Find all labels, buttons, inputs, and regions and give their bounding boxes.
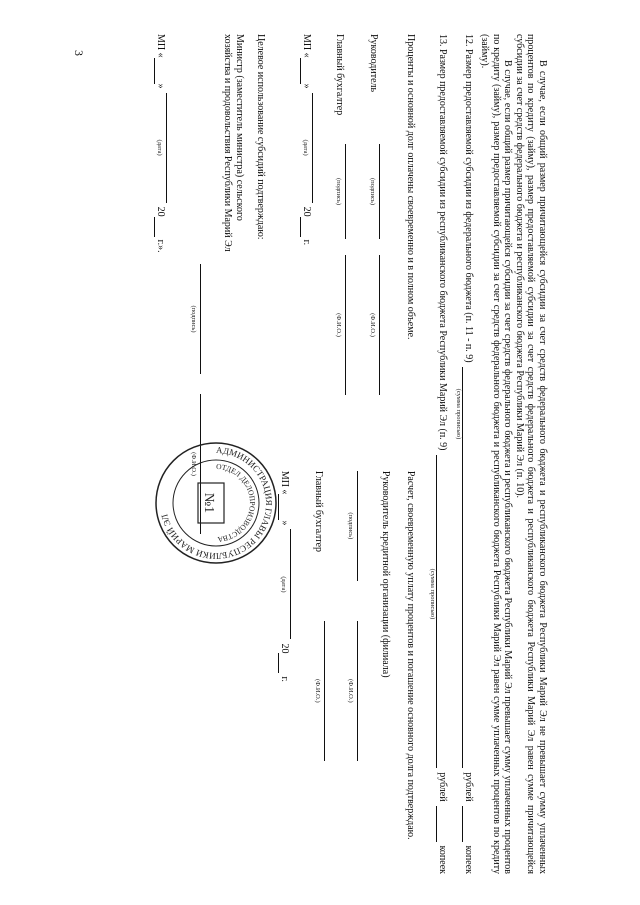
minister-fio: (Ф.И.О.) xyxy=(188,394,212,534)
borrower-quote-close: » xyxy=(300,83,312,89)
item-12-row xyxy=(462,34,474,874)
bank-date-row xyxy=(278,471,302,874)
item-13-label: 13. Размер предоставляемой субсидии из республиканского бюджета Республики Марий Эл (п. 9) xyxy=(437,34,449,451)
borrower-head-row xyxy=(367,34,391,437)
stamp-number: №1 xyxy=(201,492,216,514)
item-13-kopecks-line xyxy=(436,806,448,842)
bank-date-month: (дата) xyxy=(278,529,302,639)
bank-day-line xyxy=(278,494,290,520)
item-12-rubles: рублей xyxy=(463,772,475,802)
borrower-head-fio: (Ф.И.О.) xyxy=(367,255,391,395)
item-12-kopecks-line xyxy=(462,806,474,842)
bank-confirmation: Расчет, своевременную уплату процентов и погашение основного долга подтверждаю. xyxy=(405,470,417,840)
stamp-inner-text: ОТДЕЛ ДЕЛОПРОИЗВОДСТВА xyxy=(215,461,258,545)
official-stamp xyxy=(152,439,280,567)
paragraph-subsidy-exceeding: В случае, если общий размер причитающейся субсидии за счет средств федерального бюджета и республиканского бюджета Республики Марий Эл превышает сумму уплаченных процентов по кредиту (займу), размер предоставляемой субсидии за счет средств федерального бюджета и республиканского бюджета Республики Марий Эл равен сумме уплаченных процентов по кредиту (займу). xyxy=(479,34,514,874)
minister-date-month: (дата) xyxy=(155,93,179,203)
item-12-kopecks: копеек xyxy=(463,845,475,874)
minister-title: Министр (заместитель министра) сельского хозяйства и продовольствия Республики Марий Эл xyxy=(222,34,245,252)
confirmation-columns xyxy=(278,34,416,874)
svg-text:ОТДЕЛ ДЕЛОПРОИЗВОДСТВА xyxy=(216,462,257,544)
minister-mp-label: МП « xyxy=(155,34,167,58)
item-12-sum-caption: (сумма прописью) xyxy=(455,388,463,440)
minister-quote-close: » xyxy=(155,83,167,89)
borrower-accountant-label: Главный бухгалтер xyxy=(334,34,346,116)
bank-head-fio: (Ф.И.О.) xyxy=(346,621,370,761)
bank-year-suffix: г. xyxy=(279,676,291,682)
borrower-year-line xyxy=(300,217,312,237)
paragraph-subsidy-not-exceeding: В случае, если общий размер причитающейся субсидии за счет средств федерального бюджета и республиканского бюджета Республики Марий Эл не превышает сумму уплаченных процентов по кредиту (займу), размер предоставляемой субсидии за счет средств федерального бюджета и республиканского бюджета Республики Марий Эл равен сумме причитающейся субсидии за счет средств федерального бюджета и республиканского бюджета Республики Марий Эл (п. 10). xyxy=(513,34,548,874)
item-12-label: 12. Размер предоставляемой субсидии из федерального бюджета (п. 11 - п. 9) xyxy=(463,34,475,363)
bank-accountant-label: Главный бухгалтер xyxy=(312,470,324,553)
minister-year-suffix: г.». xyxy=(155,239,167,253)
minister-day-line xyxy=(155,58,167,84)
borrower-confirmation: Проценты и основной долг оплачены своевременно и в полном объеме. xyxy=(405,34,417,340)
item-13-amount-line xyxy=(436,455,448,769)
minister-year-line xyxy=(155,217,167,237)
minister-year-prefix: 20 xyxy=(155,206,167,217)
borrower-year-suffix: г. xyxy=(300,239,312,246)
item-13-sum-caption: (сумма прописью) xyxy=(429,568,437,620)
borrower-year-prefix: 20 xyxy=(300,206,312,217)
borrower-mp-label: МП « xyxy=(300,34,312,58)
item-13-rubles: рублей xyxy=(437,772,449,802)
bank-head-signature: (подпись) xyxy=(346,471,370,581)
page-number: 3 xyxy=(72,50,86,56)
bank-accountant-fio: (Ф.И.О.) xyxy=(312,621,336,761)
borrower-column xyxy=(278,34,416,437)
bank-mp-label: МП « xyxy=(279,470,291,495)
borrower-head-signature: (подпись) xyxy=(367,144,391,239)
bank-column xyxy=(278,471,416,874)
bank-accountant-row xyxy=(312,471,336,874)
borrower-day-line xyxy=(300,58,312,84)
minister-signature: (подпись) xyxy=(188,264,212,374)
stamp-ring-text: АДМИНИСТРАЦИЯ ГЛАВЫ РЕСПУБЛИКИ МАРИЙ ЭЛ xyxy=(159,444,275,562)
bank-head-row xyxy=(346,471,370,874)
bank-head-label: Руководитель кредитной организации (филиала) xyxy=(379,470,391,678)
borrower-accountant-fio: (Ф.И.О.) xyxy=(334,255,358,395)
bank-quote-close: » xyxy=(279,520,291,526)
item-13-row xyxy=(436,34,448,874)
borrower-accountant-row xyxy=(334,34,358,437)
bank-year-line xyxy=(278,653,290,673)
item-13-kopecks: копеек xyxy=(437,845,449,874)
borrower-date-month: (дата) xyxy=(300,93,324,203)
item-12-amount-line xyxy=(462,367,474,769)
borrower-head-label: Руководитель xyxy=(367,34,379,93)
bank-year-prefix: 20 xyxy=(279,643,291,654)
document-sheet xyxy=(68,34,548,874)
target-use-text: Целевое использование субсидий подтверждаю: xyxy=(255,34,267,240)
borrower-accountant-signature: (подпись) xyxy=(334,144,358,239)
borrower-date-row xyxy=(300,34,324,437)
